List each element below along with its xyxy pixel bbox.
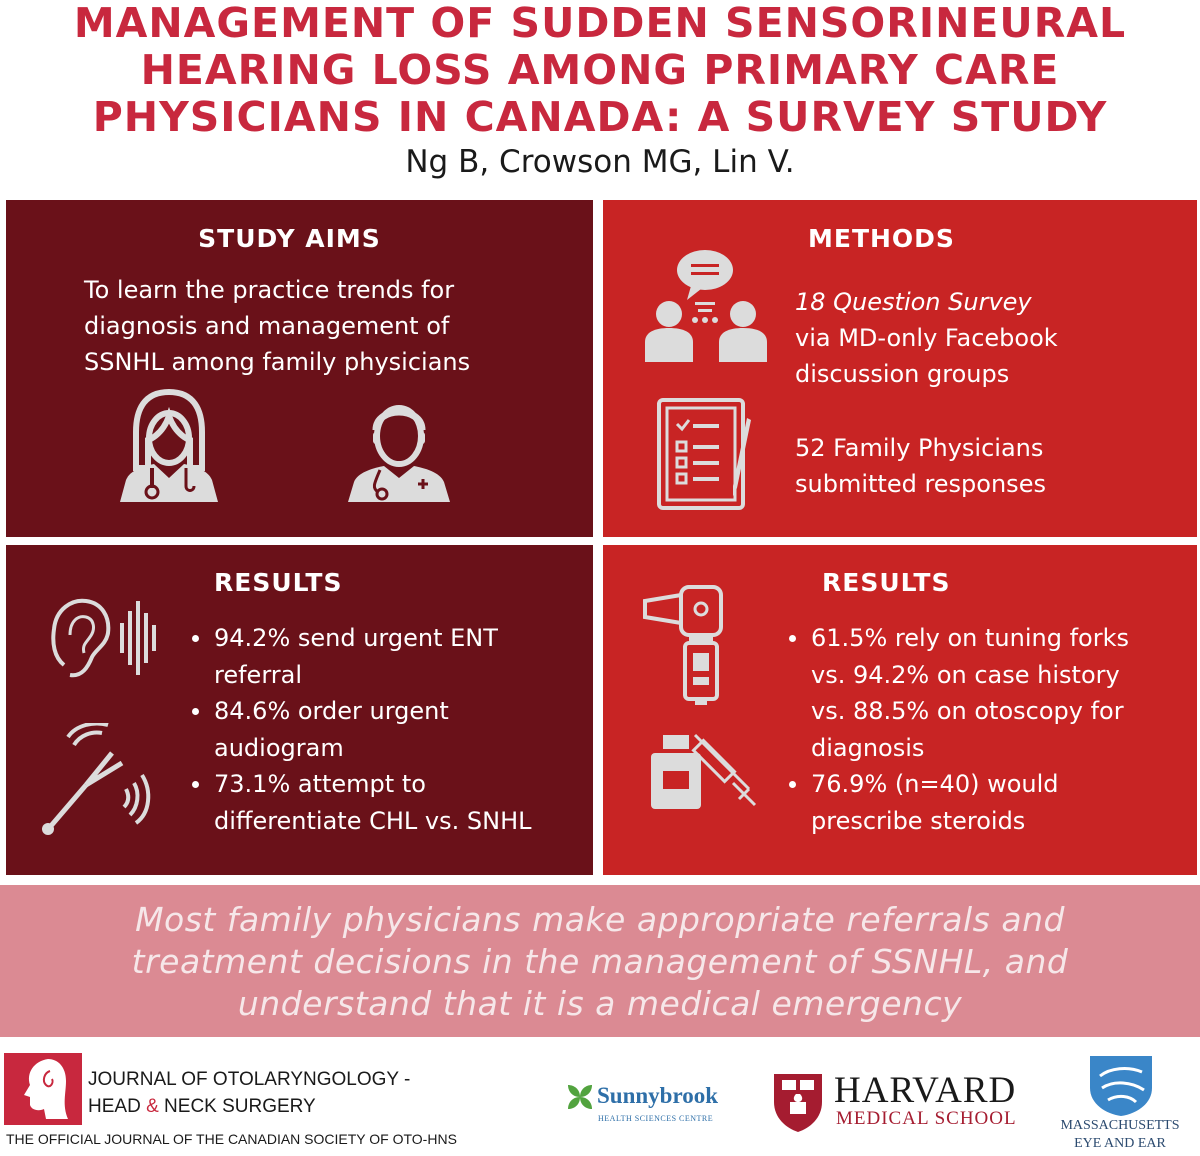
study-aims-text: [84, 272, 470, 380]
survey-line: discussion groups: [795, 360, 1010, 388]
title-line-3: PHYSICIANS IN CANADA: A SURVEY STUDY: [92, 93, 1108, 141]
journal-line-2: HEAD & NECK SURGERY: [88, 1096, 316, 1117]
bullet-line: 61.5% rely on tuning forks: [811, 624, 1129, 652]
results-right-panel: [603, 545, 1197, 875]
aims-line: diagnosis and management of: [84, 312, 450, 340]
conclusion-line: treatment decisions in the management of SSNHL, and: [131, 942, 1069, 981]
survey-checklist-icon: [655, 396, 759, 512]
male-doctor-icon: [344, 392, 454, 504]
mass-eye-ear-logo: [1088, 1054, 1154, 1118]
methods-heading: METHODS: [808, 224, 955, 253]
responses-line: submitted responses: [795, 470, 1046, 498]
conclusion-line: understand that it is a medical emergency: [237, 984, 963, 1023]
survey-text: [795, 284, 1058, 392]
bullet-line: vs. 88.5% on otoscopy for: [811, 697, 1124, 725]
journal-logo: [4, 1053, 82, 1125]
list-item: [186, 693, 531, 766]
bullet-line: 84.6% order urgent: [214, 697, 449, 725]
bullet-line: referral: [214, 660, 303, 689]
aims-line: To learn the practice trends for: [84, 276, 455, 304]
aims-line: SSNHL among family physicians: [84, 348, 471, 376]
conclusion-line: Most family physicians make appropriate referrals and: [135, 900, 1065, 939]
list-item: [186, 620, 531, 693]
bullet-line: 94.2% send urgent ENT: [214, 624, 498, 652]
bullet-line: diagnosis: [811, 733, 925, 762]
conclusion-banner: [0, 885, 1200, 1037]
list-item: [783, 766, 1129, 839]
title-line-2: HEARING LOSS AMONG PRIMARY CARE: [140, 46, 1060, 94]
study-aims-heading: STUDY AIMS: [198, 224, 381, 253]
sunnybrook-leaf-icon: [566, 1082, 594, 1112]
harvard-subtitle: MEDICAL SCHOOL: [836, 1108, 1017, 1129]
ear-sound-icon: [46, 595, 162, 681]
bullet-line: prescribe steroids: [811, 806, 1026, 835]
responses-line: 52 Family Physicians: [795, 434, 1044, 462]
harvard-logo-text: HARVARD: [834, 1070, 1017, 1111]
bullet-line: 73.1% attempt to: [214, 770, 426, 798]
bullet-line: audiogram: [214, 733, 344, 762]
tuning-fork-icon: [36, 723, 156, 835]
results-right-list: [783, 620, 1129, 839]
page-title: [0, 0, 1200, 141]
results-left-list: [186, 620, 531, 839]
discussion-group-icon: [643, 246, 773, 364]
mass-eye-line-1: MASSACHUSETTS: [1060, 1118, 1180, 1133]
results-right-heading: RESULTS: [822, 568, 951, 597]
sunnybrook-logo-text: Sunnybrook: [597, 1083, 719, 1108]
female-doctor-icon: [114, 388, 224, 504]
journal-name: [88, 1066, 410, 1120]
mass-eye-line-2: EYE AND EAR: [1074, 1136, 1166, 1151]
sunnybrook-subtitle: HEALTH SCIENCES CENTRE: [598, 1114, 714, 1123]
list-item: [186, 766, 531, 839]
steroid-medication-icon: [649, 725, 761, 815]
journal-line-1: JOURNAL OF OTOLARYNGOLOGY -: [88, 1069, 411, 1090]
mass-eye-ear-text: [1042, 1117, 1198, 1153]
list-item: [783, 620, 1129, 766]
results-left-panel: [6, 545, 593, 875]
methods-panel: [603, 200, 1197, 537]
bullet-line: vs. 94.2% on case history: [811, 660, 1120, 689]
authors: Ng B, Crowson MG, Lin V.: [405, 144, 795, 180]
survey-line: via MD-only Facebook: [795, 324, 1058, 352]
study-aims-panel: [6, 200, 593, 537]
responses-text: [795, 430, 1046, 502]
otoscope-icon: [641, 579, 731, 709]
title-line-1: MANAGEMENT OF SUDDEN SENSORINEURAL: [73, 0, 1127, 47]
results-left-heading: RESULTS: [214, 568, 343, 597]
official-journal-caption: THE OFFICIAL JOURNAL OF THE CANADIAN SOCIETY OF OTO-HNS: [6, 1131, 457, 1147]
harvard-shield-icon: [772, 1072, 824, 1134]
survey-title: 18 Question Survey: [795, 288, 1032, 316]
bullet-line: differentiate CHL vs. SNHL: [214, 806, 532, 835]
bullet-line: 76.9% (n=40) would: [811, 770, 1059, 798]
